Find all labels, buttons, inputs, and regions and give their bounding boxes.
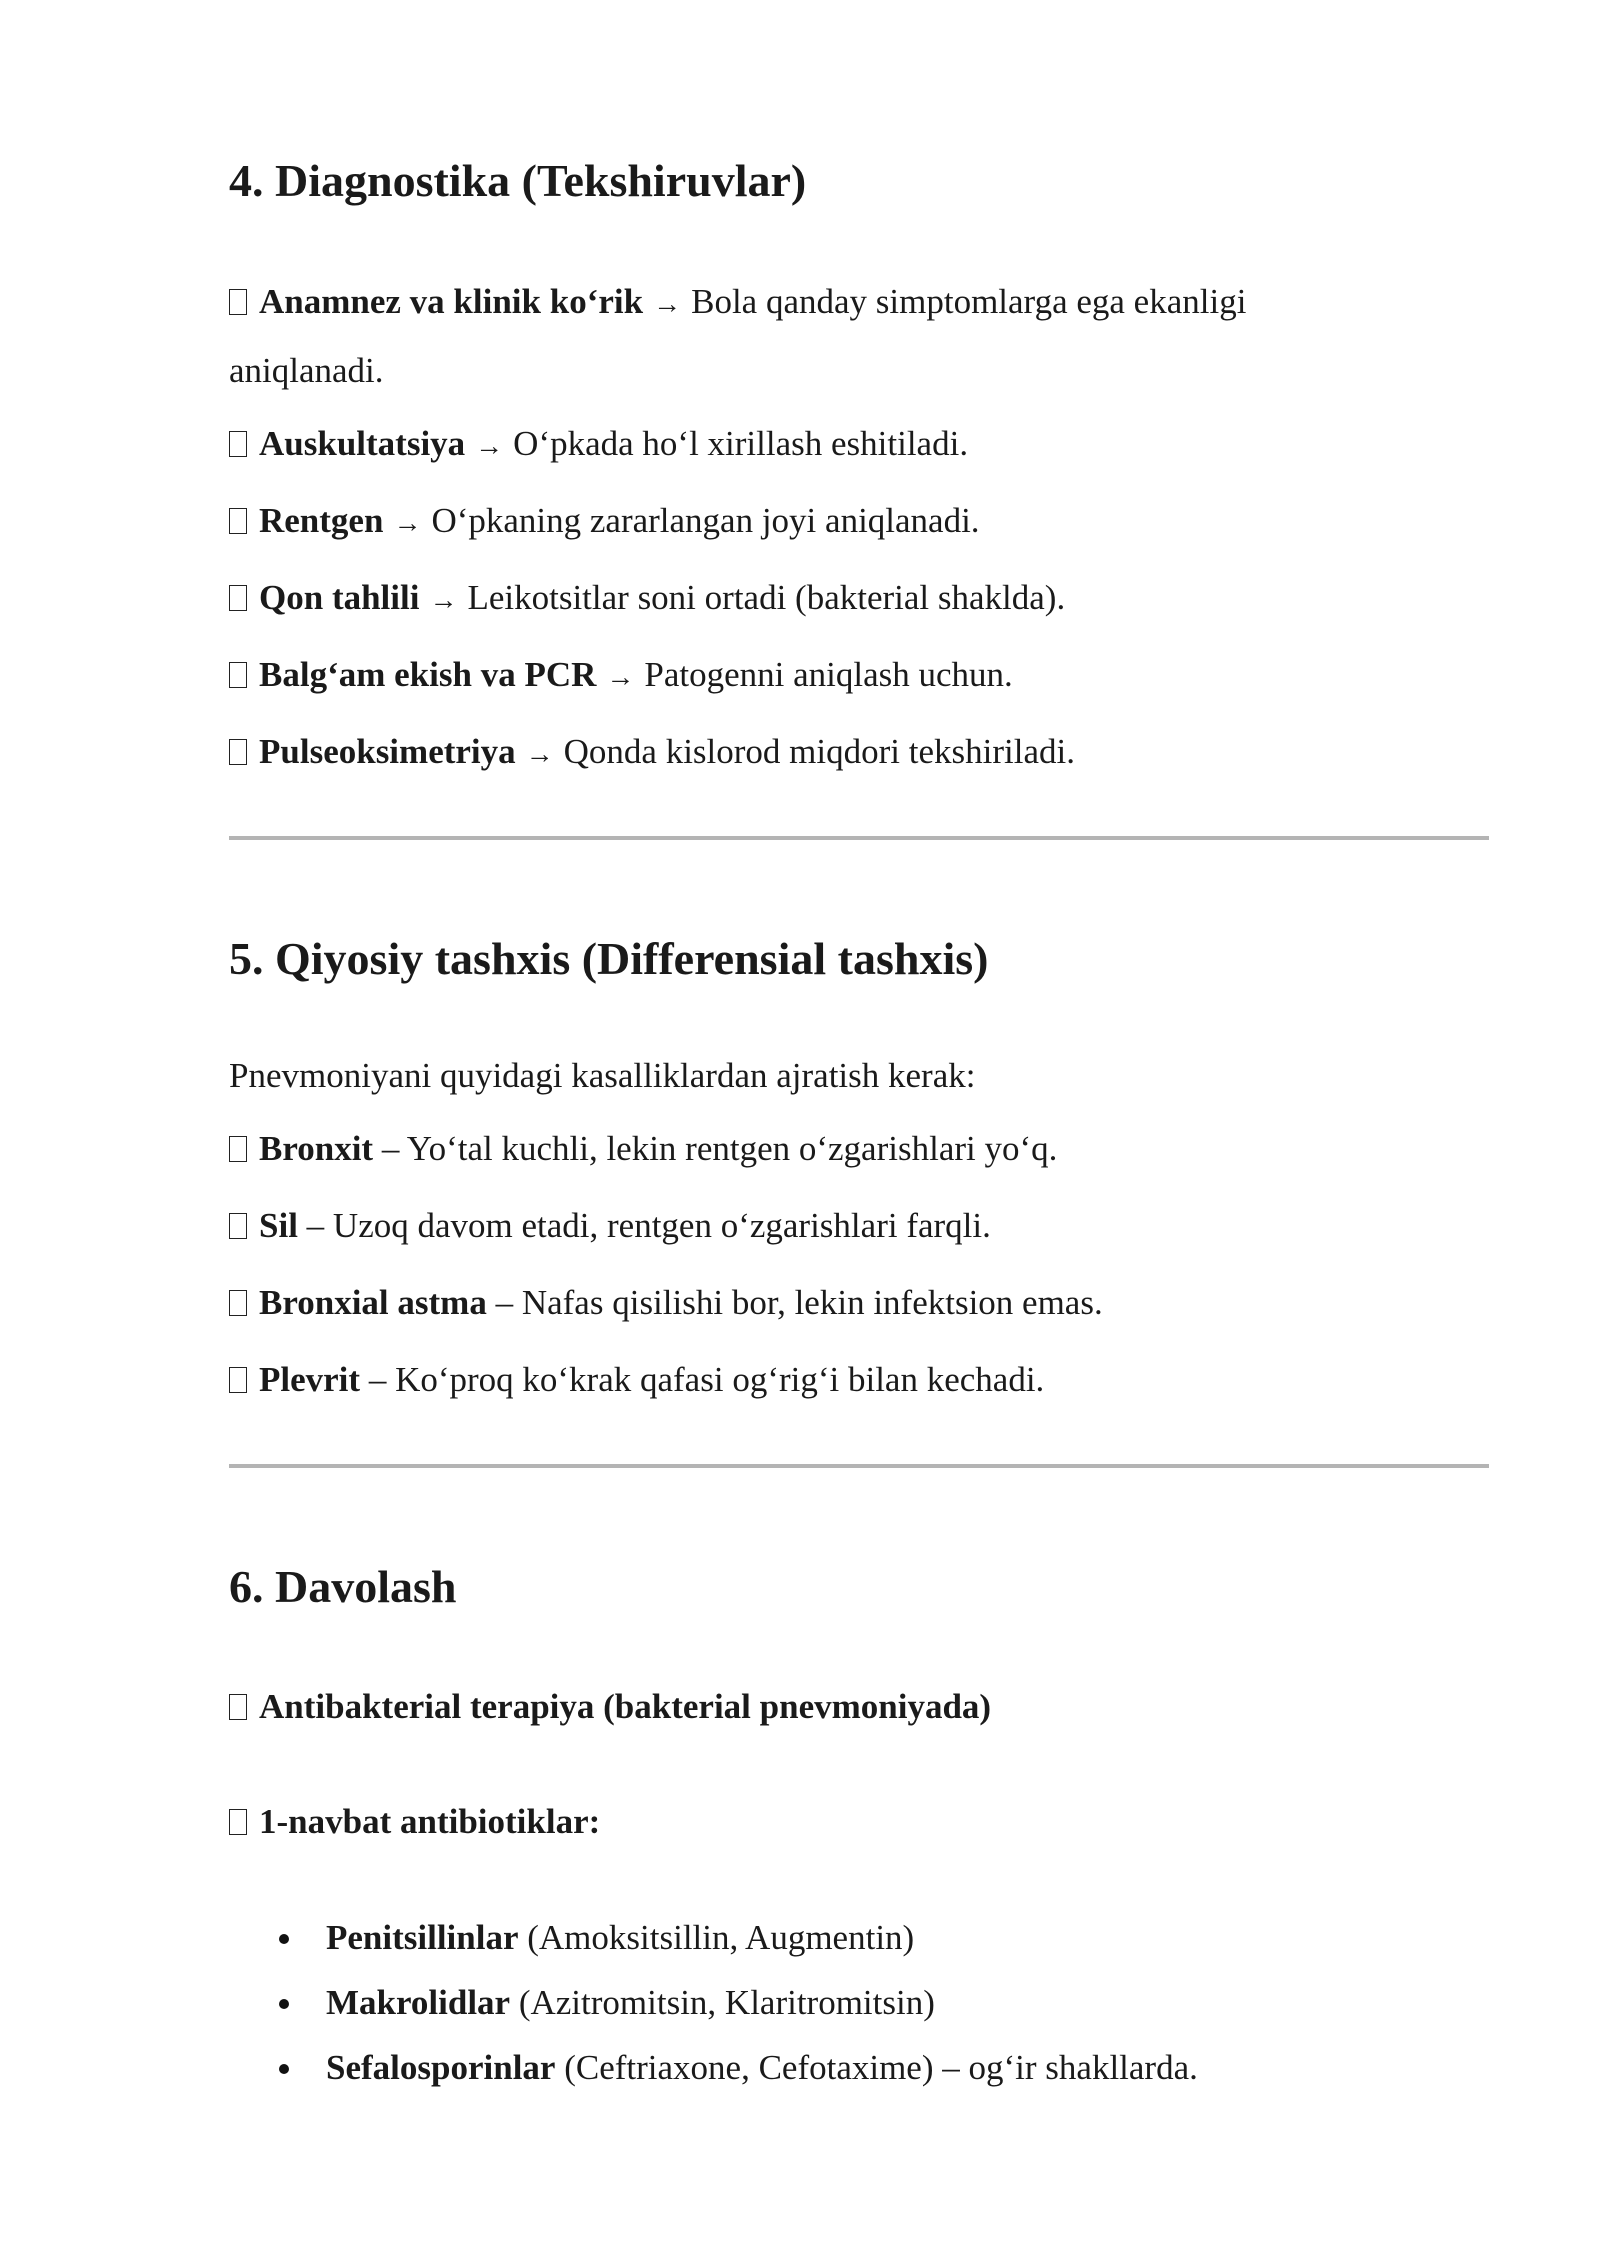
diagnostic-item-balgam: Balg‘am ekish va PCR → Patogenni aniqlash uchun. — [229, 652, 1489, 700]
missing-glyph-icon — [229, 1809, 247, 1835]
differential-item-bronxial-astma: Bronxial astma – Nafas qisilishi bor, lekin infektsion emas. — [229, 1280, 1489, 1325]
missing-glyph-icon — [229, 431, 247, 457]
missing-glyph-icon — [229, 508, 247, 534]
section-divider — [229, 836, 1489, 840]
missing-glyph-icon — [229, 1136, 247, 1162]
differential-item-bronxit: Bronxit – Yo‘tal kuchli, lekin rentgen o‘zgarishlari yo‘q. — [229, 1126, 1489, 1171]
missing-glyph-icon — [229, 1290, 247, 1316]
diagnostic-item-anamnez: Anamnez va klinik ko‘rik → Bola qanday simptomlarga ega ekanligi — [229, 279, 1429, 327]
list-item: Penitsillinlar (Amoksitsillin, Augmentin) — [229, 1905, 1198, 1970]
differential-item-sil: Sil – Uzoq davom etadi, rentgen o‘zgarishlari farqli. — [229, 1203, 1489, 1248]
section-5-title: 5. Qiyosiy tashxis (Differensial tashxis) — [229, 933, 989, 984]
bullet-icon — [279, 2064, 289, 2074]
diagnostic-item-qon-tahlili: Qon tahlili → Leikotsitlar soni ortadi (bakterial shaklda). — [229, 575, 1489, 623]
missing-glyph-icon — [229, 1213, 247, 1239]
diagnostic-item-auskultatsiya: Auskultatsiya → O‘pkada ho‘l xirillash eshitiladi. — [229, 421, 1489, 469]
differential-item-plevrit: Plevrit – Ko‘proq ko‘krak qafasi og‘rig‘i bilan kechadi. — [229, 1357, 1489, 1402]
missing-glyph-icon — [229, 1694, 247, 1720]
antibiotics-list — [229, 1905, 1198, 2100]
diagnostic-item-rentgen: Rentgen → O‘pkaning zararlangan joyi aniqlanadi. — [229, 498, 1489, 546]
list-item: Makrolidlar (Azitromitsin, Klaritromitsin) — [229, 1970, 1198, 2035]
bullet-icon — [279, 1999, 289, 2009]
differential-intro: Pnevmoniyani quyidagi kasalliklardan ajratish kerak: — [229, 1056, 976, 1095]
first-line-antibiotics-heading: 1-navbat antibiotiklar: — [229, 1799, 1489, 1844]
list-item: Sefalosporinlar (Ceftriaxone, Cefotaxime) – og‘ir shakllarda. — [229, 2035, 1198, 2100]
missing-glyph-icon — [229, 289, 247, 315]
missing-glyph-icon — [229, 662, 247, 688]
section-divider — [229, 1464, 1489, 1468]
section-4-title: 4. Diagnostika (Tekshiruvlar) — [229, 155, 807, 206]
diagnostic-item-pulseoksimetriya: Pulseoksimetriya → Qonda kislorod miqdori tekshiriladi. — [229, 729, 1489, 777]
bullet-icon — [279, 1934, 289, 1944]
diagnostic-item-anamnez-continued: aniqlanadi. — [229, 351, 384, 390]
missing-glyph-icon — [229, 1367, 247, 1393]
missing-glyph-icon — [229, 585, 247, 611]
section-6-title: 6. Davolash — [229, 1561, 457, 1612]
missing-glyph-icon — [229, 739, 247, 765]
treatment-subheading: Antibakterial terapiya (bakterial pnevmoniyada) — [229, 1684, 1489, 1729]
